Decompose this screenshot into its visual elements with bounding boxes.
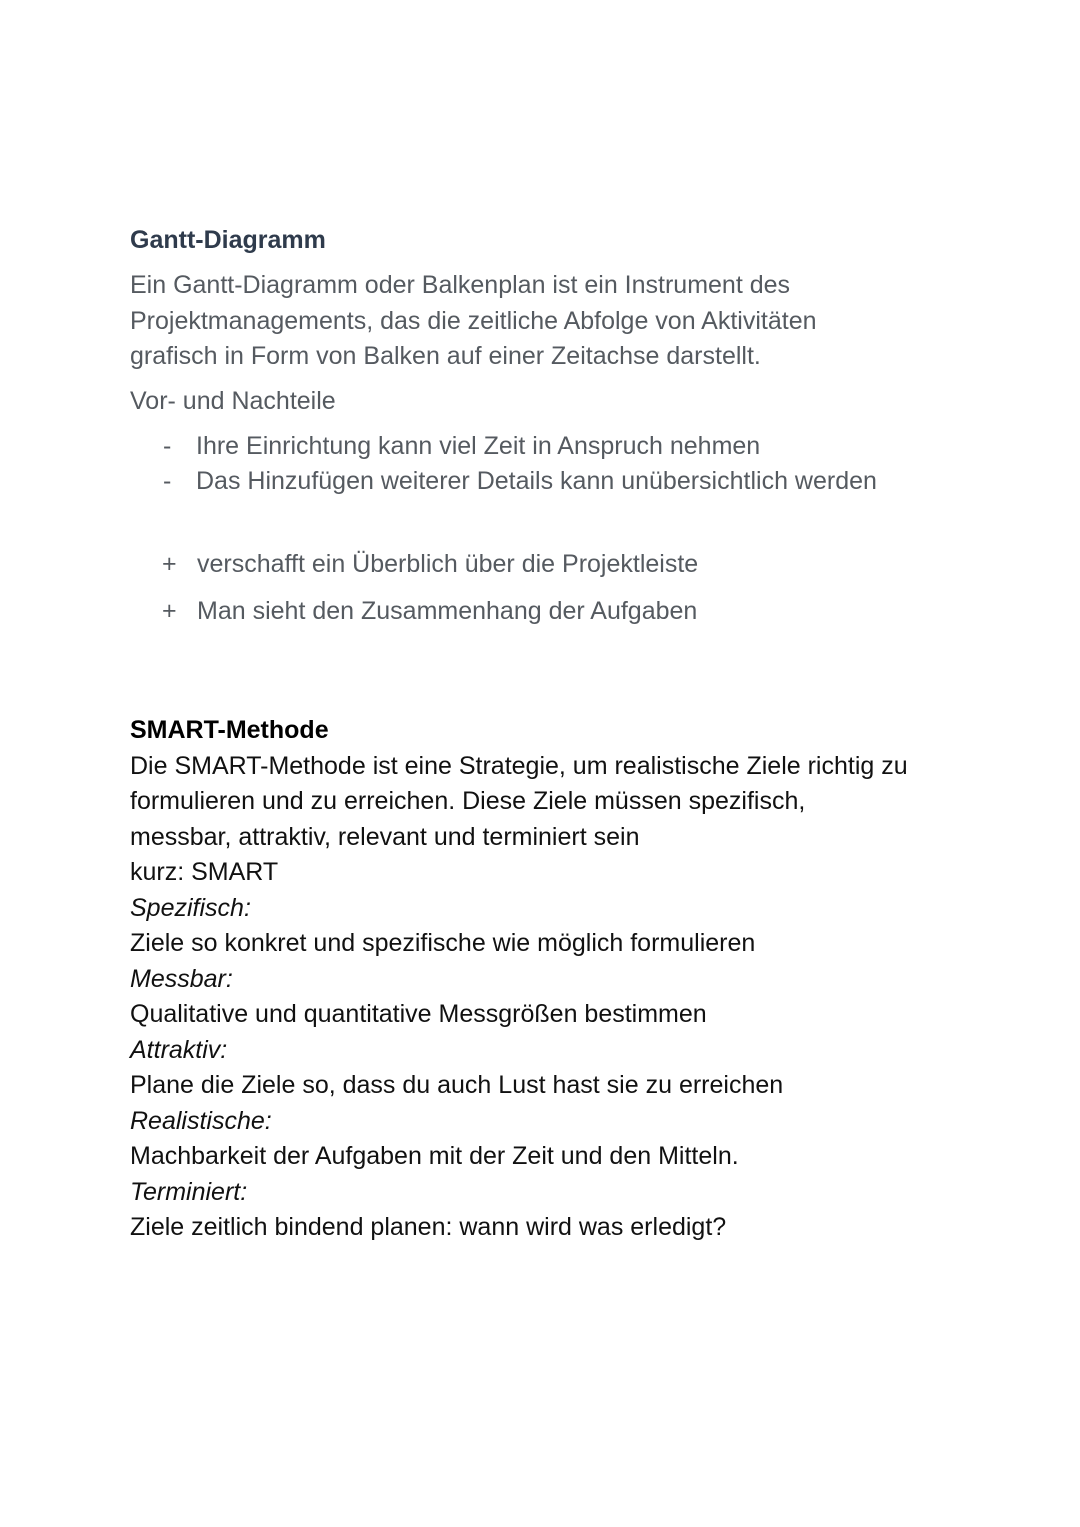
- smart-item-description: Qualitative und quantitative Messgrößen bestimmen: [130, 1000, 707, 1028]
- gantt-description: [130, 268, 990, 375]
- smart-item-label: Spezifisch:: [130, 893, 251, 922]
- con-text: Ihre Einrichtung kann viel Zeit in Anspruch nehmen: [196, 431, 761, 460]
- cons-list: [130, 429, 990, 500]
- plus-marker: +: [162, 596, 177, 625]
- gantt-description-line: Projektmanagements, das die zeitliche Abfolge von Aktivitäten: [130, 306, 817, 335]
- smart-description-line: messbar, attraktiv, relevant und terminiert sein: [130, 822, 640, 851]
- smart-item-description: Machbarkeit der Aufgaben mit der Zeit und den Mitteln.: [130, 1142, 739, 1170]
- smart-section: [130, 713, 1010, 1246]
- smart-description-line: kurz: SMART: [130, 858, 279, 886]
- smart-description: [130, 749, 1010, 891]
- gantt-title: Gantt-Diagramm: [130, 226, 326, 254]
- pro-item: [130, 593, 990, 629]
- smart-item-label: Messbar:: [130, 964, 233, 993]
- con-text: Das Hinzufügen weiterer Details kann unübersichtlich werden: [196, 467, 877, 495]
- gantt-description-line: Ein Gantt-Diagramm oder Balkenplan ist ein Instrument des: [130, 271, 791, 299]
- pros-cons-heading: Vor- und Nachteile: [130, 386, 336, 415]
- pro-text: Man sieht den Zusammenhang der Aufgaben: [197, 596, 698, 625]
- minus-marker: -: [163, 431, 172, 460]
- minus-marker: -: [163, 467, 172, 495]
- con-item: [130, 429, 990, 465]
- smart-description-line: formulieren und zu erreichen. Diese Ziele müssen spezifisch,: [130, 787, 806, 815]
- smart-item-label: Attraktiv:: [130, 1035, 228, 1064]
- smart-item-description: Ziele so konkret und spezifische wie möglich formulieren: [130, 929, 756, 957]
- smart-item-label: Terminiert:: [130, 1177, 248, 1206]
- smart-title: SMART-Methode: [130, 716, 329, 744]
- gantt-description-line: grafisch in Form von Balken auf einer Zeitachse darstellt.: [130, 342, 761, 370]
- plus-marker: +: [162, 549, 177, 578]
- pros-list: [130, 546, 990, 629]
- pro-item: [130, 546, 990, 582]
- pro-text: verschafft ein Überblich über die Projektleiste: [197, 549, 699, 578]
- smart-item-label: Realistische:: [130, 1106, 272, 1135]
- smart-item-description: Plane die Ziele so, dass du auch Lust hast sie zu erreichen: [130, 1071, 784, 1099]
- gantt-section: [130, 222, 990, 640]
- smart-description-line: Die SMART-Methode ist eine Strategie, um realistische Ziele richtig zu: [130, 751, 908, 780]
- smart-item-description: Ziele zeitlich bindend planen: wann wird was erledigt?: [130, 1213, 727, 1241]
- con-item: [130, 464, 990, 500]
